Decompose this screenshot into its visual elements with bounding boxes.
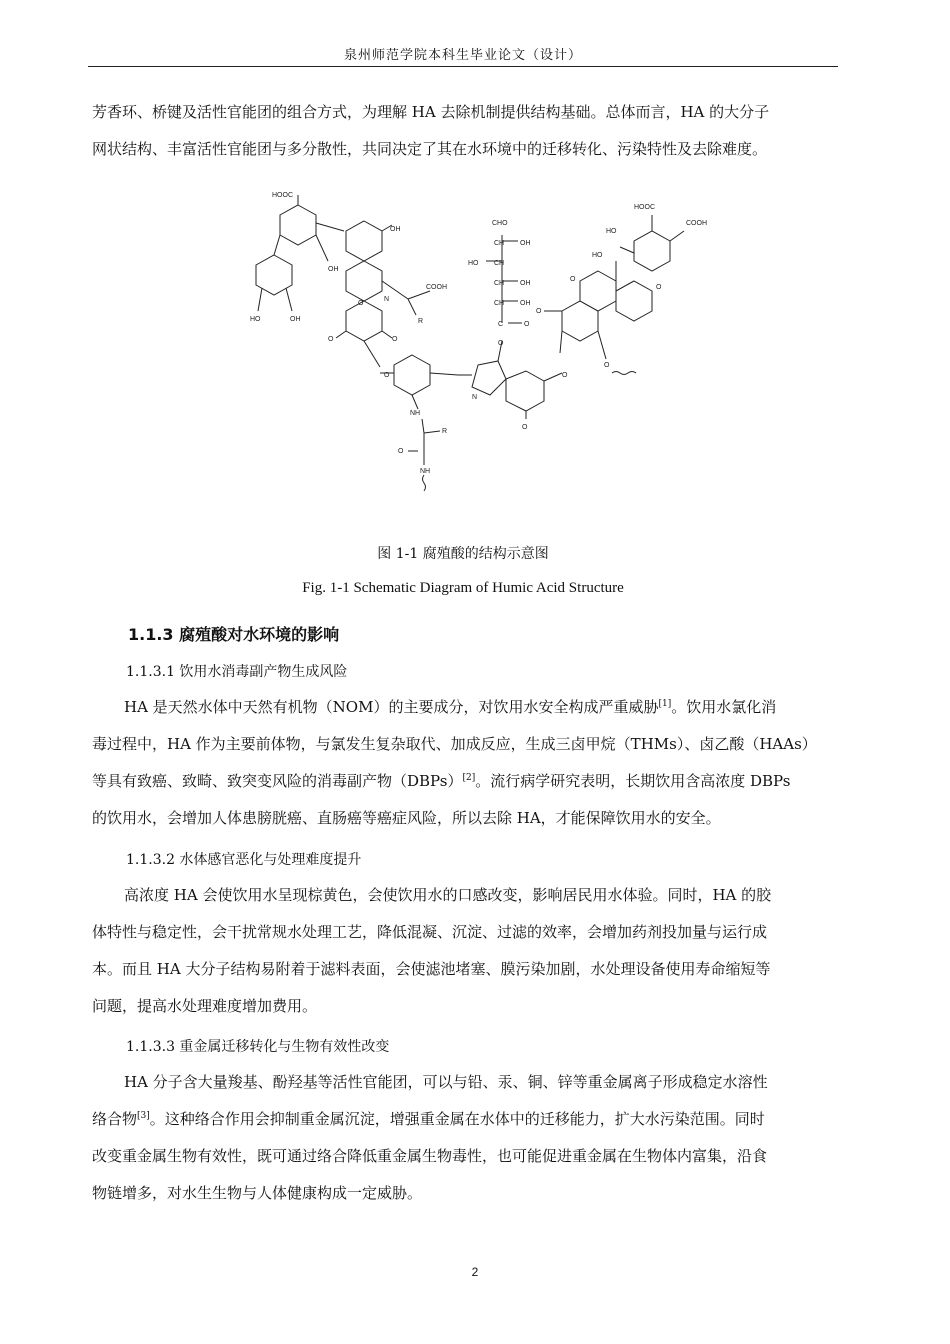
text-run: 等具有致癌、致畸、致突变风险的消毒副产物（DBPs）: [92, 772, 463, 790]
label-hooc-right: HOOC: [634, 204, 655, 211]
running-header: 泉州师范学院本科生毕业论文（设计）: [343, 48, 582, 63]
text-line: 芳香环、桥键及活性官能团的组合方式，为理解 HA 去除机制提供结构基础。总体而言，HA 的大分子: [92, 103, 770, 121]
label-n: N: [384, 296, 390, 303]
ring-f: [472, 361, 506, 395]
label-o: O: [604, 362, 610, 369]
citation[interactable]: [1]: [658, 699, 672, 709]
text-run: HA 是天然水体中天然有机物（NOM）的主要成分，对饮用水安全构成严重威胁: [124, 698, 659, 716]
text-line: 问题，提高水处理难度增加费用。: [92, 997, 318, 1015]
label-o: O: [522, 424, 528, 431]
label-ho: HO: [468, 260, 479, 267]
label-o: O: [384, 372, 390, 379]
header-rule: [88, 66, 838, 67]
label-oh: OH: [390, 226, 401, 233]
label-ho: HO: [606, 228, 617, 235]
text-run: 。这种络合作用会抑制重金属沉淀，增强重金属在水体中的迁移能力，扩大水污染范围。同时: [149, 1110, 765, 1128]
text-line: 的饮用水，会增加人体患膀胱癌、直肠癌等癌症风险，所以去除 HA，才能保障饮用水的安全。: [92, 809, 721, 827]
label-hooc-left: HOOC: [272, 192, 293, 199]
label-nh: NH: [420, 468, 431, 475]
label-ch: CH: [494, 280, 505, 287]
label-r: R: [418, 318, 424, 325]
citation[interactable]: [2]: [462, 773, 476, 783]
text-line: [92, 1101, 837, 1138]
label-o: O: [328, 336, 334, 343]
text-line: 毒过程中，HA 作为主要前体物，与氯发生复杂取代、加成反应，生成三卤甲烷（THMs）、卤乙酸（HAAs）: [92, 735, 817, 753]
page-number: 2: [471, 1265, 479, 1279]
label-ch: CH: [494, 260, 505, 267]
subsection-title: 1.1.3.1 饮用水消毒副产物生成风险: [126, 664, 348, 680]
text-line: HA 分子含大量羧基、酚羟基等活性官能团，可以与铅、汞、铜、锌等重金属离子形成稳定水溶性: [124, 1073, 768, 1091]
intro-paragraph: [92, 94, 837, 168]
text-line: [92, 689, 837, 726]
structure-diagram: [240, 183, 720, 523]
label-o: O: [392, 336, 398, 343]
label-r: R: [442, 428, 448, 435]
label-o: O: [656, 284, 662, 291]
section-heading: 1.1.3 腐殖酸对水环境的影响: [128, 625, 340, 644]
ring-c: [346, 221, 382, 261]
label-o: O: [536, 308, 542, 315]
label-o: O: [498, 340, 504, 347]
label-nh: NH: [410, 410, 421, 417]
text-line: 网状结构、丰富活性官能团与多分散性，共同决定了其在水环境中的迁移转化、污染特性及去除难度。: [92, 140, 768, 158]
ring-h: [634, 231, 670, 271]
text-line: 本。而且 HA 大分子结构易附着于滤料表面，会使滤池堵塞、膜污染加剧，水处理设备使用寿命缩短等: [92, 960, 771, 978]
label-oh: OH: [520, 240, 531, 247]
figure-caption-cn: 图 1-1 腐殖酸的结构示意图: [377, 546, 549, 562]
label-ho: HO: [250, 316, 261, 323]
paragraph-dbp: [92, 689, 837, 837]
label-oh: OH: [328, 266, 339, 273]
label-cooh: COOH: [426, 284, 447, 291]
text-run: 。流行病学研究表明，长期饮用含高浓度 DBPs: [475, 772, 791, 790]
paragraph-sensory: [92, 877, 837, 1025]
ring-g: [562, 301, 598, 341]
label-ch: CH: [494, 240, 505, 247]
text-line: 物链增多，对水生生物与人体健康构成一定威胁。: [92, 1184, 423, 1202]
label-o: O: [524, 321, 530, 328]
text-run: 络合物: [92, 1110, 138, 1128]
label-cho: CHO: [492, 220, 508, 227]
label-c: C: [498, 321, 504, 328]
label-oh: OH: [520, 300, 531, 307]
figure-caption-en: Fig. 1-1 Schematic Diagram of Humic Acid Structure: [302, 580, 624, 596]
label-cooh: COOH: [686, 220, 707, 227]
text-line: 体特性与稳定性，会干扰常规水处理工艺，降低混凝、沉淀、过滤的效率，会增加药剂投加量与运行成: [92, 923, 768, 941]
ring-d: [346, 301, 382, 341]
text-line: 改变重金属生物有效性，既可通过络合降低重金属生物毒性，也可能促进重金属在生物体内富集，沿食: [92, 1147, 768, 1165]
text-line: [92, 763, 837, 800]
label-ho: HO: [592, 252, 603, 259]
humic-acid-structure-figure: [240, 183, 720, 523]
label-oh: OH: [520, 280, 531, 287]
subsection-title: 1.1.3.2 水体感官恶化与处理难度提升: [126, 852, 362, 868]
subsection-title: 1.1.3.3 重金属迁移转化与生物有效性改变: [126, 1039, 390, 1055]
text-line: 高浓度 HA 会使饮用水呈现棕黄色，会使饮用水的口感改变，影响居民用水体验。同时，HA 的胶: [124, 886, 772, 904]
label-o: O: [570, 276, 576, 283]
text-run: 。饮用水氯化消: [671, 698, 777, 716]
label-n: N: [472, 394, 478, 401]
label-oh: OH: [290, 316, 301, 323]
paragraph-heavy-metal: [92, 1064, 837, 1212]
label-o: O: [398, 448, 404, 455]
ring-a: [280, 205, 316, 245]
ring-e: [394, 355, 430, 395]
label-o: O: [562, 372, 568, 379]
citation[interactable]: [3]: [137, 1111, 150, 1121]
label-o: O: [358, 300, 364, 307]
label-ch: CH: [494, 300, 505, 307]
